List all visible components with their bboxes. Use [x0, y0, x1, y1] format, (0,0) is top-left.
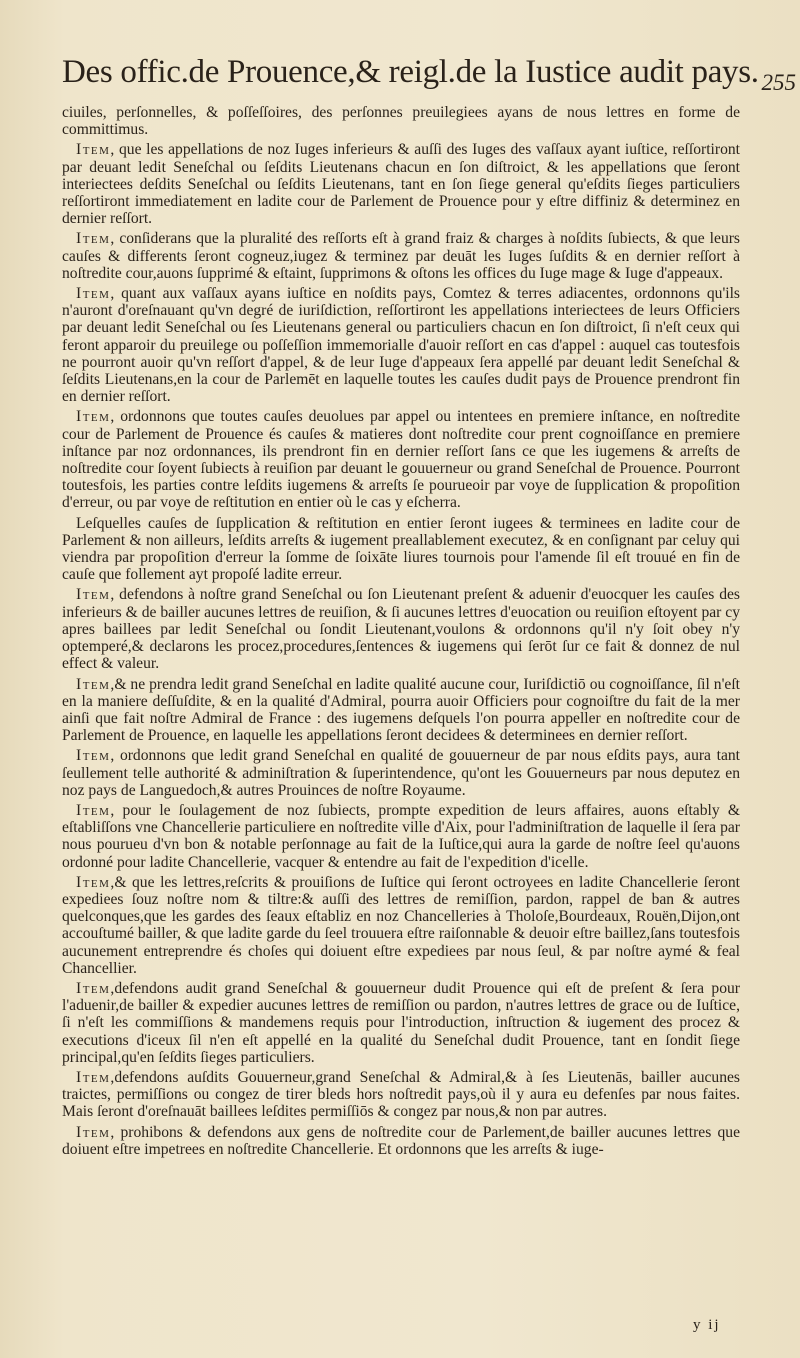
paragraph — [62, 1069, 740, 1121]
paragraph-lead: Item — [76, 675, 111, 693]
paragraph-text: , quant aux vaſſaux ayans iuſtice en noſdits pays, Comtez & terres adiacentes, ordonnons qu'ils n'auront d'oreſnauant qu'vn degré de iuriſdiction, reſſortiront les appellations interiectees de leurs Officiers par deuant ledit Seneſchal ou ſes Lieutenans general ou particuliers chacun en ſon diſtroict, ſi n'eſt ceux qui feront apparoir du preuilege ou poſſeſſion immemorialle d'auoir reſſort en cas d'appel : auquel cas toutesfois ne pourront auoir qu'vn reſſort d'appel, & de leur Iuge d'appeaux ſera appellé par deuant ledit Seneſchal & ſeſdits Lieutenans,en la cour de Parlemēt en laquelle toutes les cauſes dudit pays de Prouence prendront fin en dernier reſſort. — [62, 285, 740, 406]
paragraph — [62, 285, 740, 405]
paragraph — [62, 230, 740, 282]
paragraph-lead: Item — [76, 1068, 111, 1086]
paragraph-lead: Item — [76, 408, 111, 426]
paragraph-lead: Item — [76, 979, 111, 997]
paragraph-text: , ordonnons que toutes cauſes deuolues par appel ou intentees en premiere inſtance, en noſtredite cour de Parlement de Prouence és cauſes & matieres dont noſtredite cour prent cognoiſſance en premiere inſtance par noz ordonnances, ils prendront fin en dernier reſſort ſans ce que les iugemens & arreſts de noſtredite cour ſoyent ſubiects à reuiſion par deuant le gouuerneur ou grand Seneſchal de Prouence. Pourront toutesfois, les parties contre leſdits iugemens & arreſts ſe pourueoir par voye de ſupplication & propoſition d'erreur, ou par voye de reſtitution en entier où le cas y eſcherra. — [62, 408, 740, 512]
paragraph — [62, 676, 740, 745]
paragraph — [62, 747, 740, 799]
paragraph-text: , conſiderans que la pluralité des reſſorts eſt à grand fraiz & charges à noſdits ſubiects, & que leurs cauſes & differents ſeront cogneuz,iugez & terminez par deuāt les Iuges ſuſdits & en dernier reſſort à noſtredite cour,auons ſupprimé & eſtaint, ſupprimons & oſtons les offices du Iuge mage & Iuge d'appeaux. — [62, 230, 740, 282]
paragraph-lead: Item — [76, 586, 111, 604]
paragraph-lead: Item — [76, 747, 111, 765]
paragraph-lead: Item — [76, 1123, 111, 1141]
page-title: Des offic.de Prouence,& reigl.de la Iustice audit pays. — [62, 54, 759, 90]
paragraph-lead: Item — [76, 801, 111, 819]
paragraph-lead: Item — [76, 141, 111, 159]
paragraph-text: ,defendons audit grand Seneſchal & gouuerneur dudit Prouence qui eſt de preſent & ſera pour l'aduenir,de bailler & expedier aucunes lettres de remiſſion ou pardon, n'autres lettres de grace ou de Iuſtice, ſi n'eſt les commiſſions & mandemens requis pour l'introduction, inſtruction & iugement des procez & executions d'iceux ſil n'en eſt appellé en la qualité du Seneſchal dudit Prouence, tant en ſondit ſiege principal,qu'en ſeſdits ſieges particuliers. — [62, 979, 740, 1066]
paragraph-lead: Item — [76, 873, 111, 891]
paragraph-text: Leſquelles cauſes de ſupplication & reſtitution en entier ſeront iugees & terminees en ladite cour de Parlement & non ailleurs, leſdits arreſts & iugement preallablement executez, & en conſignant par celuy qui viendra par propoſition d'erreur la ſomme de ſoixāte liures tournois pour l'amende ſil eſt trouué en fin de cauſe que follement ayt propoſé ladite erreur. — [62, 514, 740, 584]
paragraph — [62, 980, 740, 1066]
paragraph-text: , pour le ſoulagement de noz ſubiects, prompte expedition de leurs affaires, auons eſtably & eſtabliſſons vne Chancellerie particuliere en noſtredite ville d'Aix, pour l'adminiſtration de laquelle il ſera par nous pourueu d'vn bon & notable perſonnage au fait de la Iuſtice,qui aura la garde de noſtre ſeel qu'auons ordonné pour ladite Chancellerie, vacquer & entendre au fait de l'expedition d'icelle. — [62, 801, 740, 871]
paragraph — [62, 802, 740, 871]
paragraph-text: ciuiles, perſonnelles, & poſſeſſoires, des perſonnes preuilegiees ayans de nous lettres en forme de committimus. — [62, 104, 740, 139]
paragraph — [62, 408, 740, 511]
paragraph-text: ,& que les lettres,reſcrits & prouiſions de Iuſtice qui ſeront octroyees en ladite Chancellerie ſeront expediees ſouz noſtre nom & tiltre:& auſſi des lettres de remiſſion, pardon, rappel de ban & autres quelconques,que les gardes des ſeaux eſtabliz en noz Chancelleries à Tholoſe,Bourdeaux, Rouën,Dijon,ont accouſtumé bailler, & que ladite garde du ſeel trouuera eſtre raiſonnable & deuoir eſtre baillez,ſans toutesfois aucunement entreprendre és choſes qui doiuent eſtre expediees par nous ſeul, & par noſtre aymé & feal Chancellier. — [62, 873, 740, 977]
paragraph-text: , prohibons & defendons aux gens de noſtredite cour de Parlement,de bailler aucunes lettres que doiuent eſtre impetrees en noſtredite Chancellerie. Et ordonnons que les arreſts & iuge- — [62, 1123, 740, 1158]
catchword: y ij — [693, 1317, 721, 1333]
paragraph — [62, 104, 740, 138]
paragraph-text: ,defendons auſdits Gouuerneur,grand Seneſchal & Admiral,& à ſes Lieutenās, bailler aucunes traictes, permiſſions ou congez de tirer bleds hors noſtredit pays,où il y aura eu defenſes par nous faites. Mais ſeront d'oreſnauāt baillees leſdites permiſſiōs & congez par nous,& non par autres. — [62, 1068, 740, 1121]
paragraph-lead: Item — [76, 285, 111, 303]
paragraph-lead: Item — [76, 230, 111, 248]
paragraph-text: , ordonnons que ledit grand Seneſchal en qualité de gouuerneur de par nous eſdits pays, aura tant ſeullement telle authorité & adminiſtration & ſuperintendence, qu'ont les Gouuerneurs par nous deputez en noz pays de Languedoch,& autres Prouinces de noſtre Royaume. — [62, 747, 740, 799]
page-number: 255 — [761, 70, 796, 95]
running-header — [62, 48, 800, 104]
text-body — [62, 104, 740, 1161]
paragraph — [62, 141, 740, 227]
paragraph — [62, 586, 740, 672]
paragraph-text: ,& ne prendra ledit grand Seneſchal en ladite qualité aucune cour, Iuriſdictiō ou cognoiſſance, ſil n'eſt en la maniere deſſuſdite, & en la qualité d'Admiral, pourra auoir Officiers pour cognoiſtre du fait de la mer ainſi que fait noſtre Admiral de France : des iugemens deſquels l'on pourra appeller en noſtredite cour de Parlement de Prouence, en laquelle les appellations ſeront decidees & determinees en dernier reſſort. — [62, 675, 740, 745]
paragraph-text: , que les appellations de noz Iuges inferieurs & auſſi des Iuges des vaſſaux ayant iuſtice, reſſortiront par deuant ledit Seneſchal ou ſeſdits Lieutenans chacun en ſon diſtroict, & les appellations que ſeront interiectees deſdits Seneſchal ou ſeſdits Lieutenans, tant en ſon ſiege general qu'eſdits ſieges particuliers reſſortiront immediatement en ladite cour de Parlement de Prouence pour y eſtre diffiniz & determinez en dernier reſſort. — [62, 141, 740, 228]
paragraph — [62, 515, 740, 584]
paragraph — [62, 1124, 740, 1158]
paragraph-text: , defendons à noſtre grand Seneſchal ou ſon Lieutenant preſent & aduenir d'euocquer les cauſes des inferieurs & de bailler aucunes lettres de reuiſion, & ſi aucunes lettres d'euocation ou reuiſion eſtoyent par cy apres baillees par ledit Seneſchal ou ſondit Lieutenant,voulons & ordonnons qu'il n'y ſoit obey n'y optemperé,& declarons les procez,procedures,ſentences & iugemens qui ſerōt ſur ce fait & donnez de nul effect & valeur. — [62, 586, 740, 673]
paragraph — [62, 874, 740, 977]
